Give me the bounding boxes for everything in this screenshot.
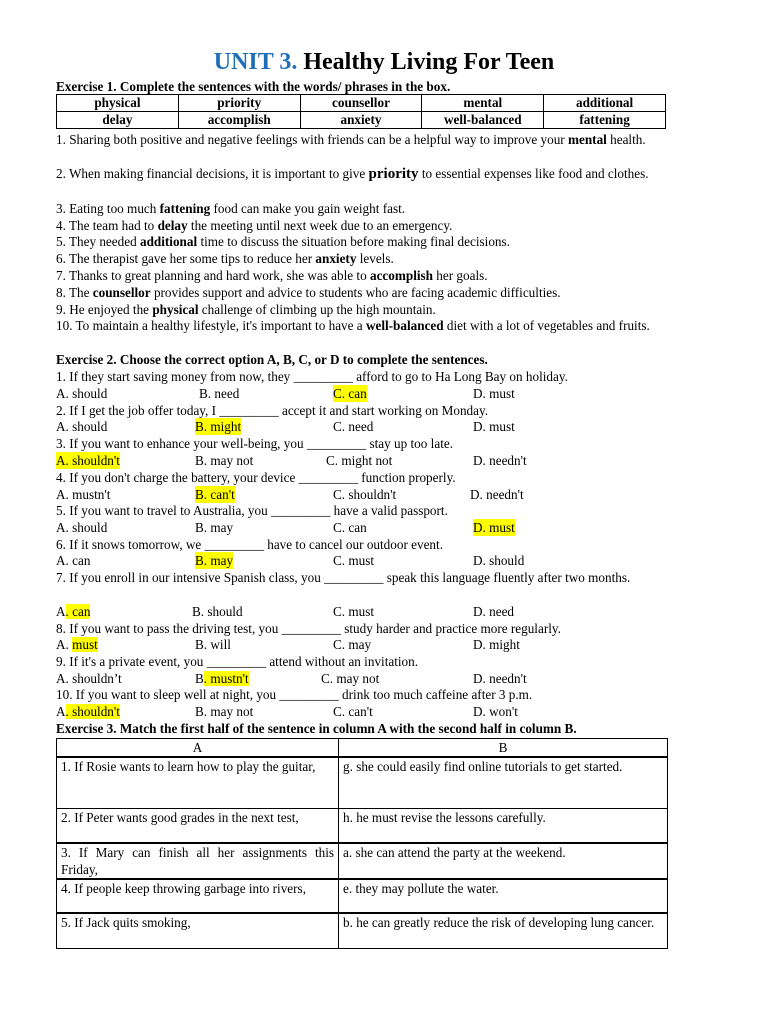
table-row (57, 879, 668, 913)
highlighted-answer: must (72, 637, 98, 652)
column-b-cell: g. she could easily find online tutorials to get started. (339, 757, 668, 808)
answer-options (56, 603, 736, 620)
option-b: B. may (195, 520, 234, 535)
option-a: A. mustn't (56, 487, 111, 502)
answer-word: physical (152, 302, 199, 317)
question-text: 8. If you want to pass the driving test, you _________ study harder and practice more regularly. (56, 621, 561, 636)
option-b: B. should (192, 604, 243, 619)
column-b-header: B (339, 739, 668, 758)
option-a: A. can (56, 553, 91, 568)
question-text: 9. If it's a private event, you _________ attend without an invitation. (56, 654, 419, 669)
option-c: C. can (333, 520, 367, 535)
option-a: A. should (56, 520, 108, 535)
exercise-1-sentence (56, 250, 728, 267)
option-letter: A (56, 704, 66, 719)
answer-word: additional (139, 234, 198, 249)
answer-word: mental (568, 132, 607, 147)
option-b (195, 670, 249, 687)
sentence-text: the meeting until next week due to an emergency. (187, 218, 453, 233)
word-box-cell: delay (57, 112, 179, 129)
answer-options (56, 486, 736, 503)
option-d: D. needn't (473, 671, 527, 686)
sentence-text: health. (606, 132, 646, 147)
sentence-text: diet with a lot of vegetables and fruits. (443, 318, 650, 333)
option-c: C. can't (333, 704, 373, 719)
table-row (57, 808, 668, 843)
sentence-text: food can make you gain weight fast. (210, 201, 406, 216)
sentence-text: 9. He enjoyed the (56, 302, 153, 317)
option-letter: A. (56, 637, 73, 652)
column-b-cell: h. he must revise the lessons carefully. (339, 808, 668, 843)
exercise-1-heading: Exercise 1. Complete the sentences with the words/ phrases in the box. (56, 79, 451, 94)
sentence-text: 2. When making financial decisions, it is important to give (56, 166, 369, 181)
sentence-text: 7. Thanks to great planning and hard work, she was able to (56, 268, 370, 283)
option-d: D. won't (473, 704, 518, 719)
column-a-cell: 5. If Jack quits smoking, (57, 913, 339, 948)
word-box-cell: additional (544, 95, 666, 112)
exercise-1-sentence (56, 267, 728, 284)
table-row (57, 913, 668, 948)
option-b: B. can't (195, 487, 235, 502)
option-letter: A (56, 604, 66, 619)
exercise-1-sentence (56, 200, 728, 217)
exercise-1-sentence (56, 217, 728, 234)
sentence-text: 5. They needed (56, 234, 140, 249)
column-b-cell: b. he can greatly reduce the risk of developing lung cancer. (339, 913, 668, 948)
sentence-text: levels. (356, 251, 394, 266)
option-d: D. needn't (473, 453, 527, 468)
question-text: 1. If they start saving money from now, they _________ afford to go to Ha Long Bay on holiday. (56, 369, 568, 384)
answer-word: delay (157, 218, 188, 233)
option-a (56, 603, 90, 620)
option-c: C. need (333, 419, 374, 434)
option-c: C. shouldn't (333, 487, 397, 502)
sentence-text: provides support and advice to students who are facing academic difficulties. (150, 285, 561, 300)
option-c: C. may not (321, 671, 380, 686)
question-text: 2. If I get the job offer today, I _________ accept it and start working on Monday. (56, 403, 489, 418)
sentence-text: to essential expenses like food and clothes. (418, 166, 649, 181)
option-b: B. may (195, 553, 234, 568)
exercise-1-sentence (56, 233, 728, 250)
column-a-header: A (57, 739, 339, 758)
sentence-text: time to discuss the situation before making final decisions. (197, 234, 510, 249)
answer-options (56, 703, 736, 720)
word-box-cell: accomplish (178, 112, 300, 129)
table-row (57, 757, 668, 808)
column-b-cell: a. she can attend the party at the weekend. (339, 843, 668, 879)
sentence-text: 6. The therapist gave her some tips to reduce her (56, 251, 316, 266)
exercise-2-heading: Exercise 2. Choose the correct option A, B, C, or D to complete the sentences. (56, 352, 488, 367)
exercise-3-heading: Exercise 3. Match the first half of the sentence in column A with the second half in column B. (56, 721, 577, 736)
column-a-cell: 2. If Peter wants good grades in the next test, (57, 808, 339, 843)
option-d: D. needn't (470, 487, 524, 502)
option-d: D. need (473, 604, 515, 619)
answer-options (56, 385, 736, 402)
option-a: A. should (56, 419, 108, 434)
option-letter: B (195, 671, 204, 686)
option-a (56, 636, 98, 653)
sentence-text: 4. The team had to (56, 218, 158, 233)
unit-title: Healthy Living For Teen (303, 49, 555, 75)
answer-word: priority (368, 166, 419, 182)
answer-options (56, 670, 736, 687)
option-d: D. must (473, 419, 515, 434)
option-c: C. might not (326, 453, 393, 468)
option-c: C. can (333, 386, 367, 401)
answer-options (56, 636, 736, 653)
answer-word: fattening (159, 201, 211, 216)
column-b-cell: e. they may pollute the water. (339, 879, 668, 913)
option-a (56, 703, 120, 720)
answer-options (56, 519, 736, 536)
sentence-text: her goals. (433, 268, 488, 283)
answer-word: accomplish (369, 268, 433, 283)
question-text: 7. If you enroll in our intensive Spanish class, you _________ speak this language fluently after two months. (56, 570, 631, 585)
option-b: B. may not (195, 453, 254, 468)
question-text: 10. If you want to sleep well at night, you _________ drink too much caffeine after 3 p.m. (56, 687, 533, 702)
highlighted-answer: . can (65, 604, 91, 619)
option-a: A. shouldn’t (56, 671, 122, 686)
option-c: C. must (333, 604, 375, 619)
option-a: A. shouldn't (56, 453, 120, 468)
option-d: D. should (473, 553, 525, 568)
exercise-1-sentence (56, 131, 728, 148)
question-text: 5. If you want to travel to Australia, you _________ have a valid passport. (56, 503, 448, 518)
option-c: C. must (333, 553, 375, 568)
option-b: B. might (195, 419, 242, 434)
option-b: B. will (195, 637, 231, 652)
option-d: D. must (473, 520, 515, 535)
answer-options (56, 418, 736, 435)
exercise-1-sentence (56, 301, 728, 318)
option-c: C. may (333, 637, 372, 652)
column-a-cell: 1. If Rosie wants to learn how to play the guitar, (57, 757, 339, 808)
question-text: 3. If you want to enhance your well-being, you _________ stay up too late. (56, 436, 454, 451)
question-text: 4. If you don't charge the battery, your device _________ function properly. (56, 470, 456, 485)
sentence-text: 3. Eating too much (56, 201, 160, 216)
option-b: B. may not (195, 704, 254, 719)
word-box-cell: physical (57, 95, 179, 112)
answer-options (56, 552, 736, 569)
matching-table (56, 738, 668, 949)
answer-options (56, 452, 736, 469)
word-box-cell: fattening (544, 112, 666, 129)
sentence-text: 1. Sharing both positive and negative feelings with friends can be a helpful way to improve your (56, 132, 568, 147)
option-a: A. should (56, 386, 108, 401)
exercise-1-sentence (56, 165, 728, 183)
exercise-1-sentence (56, 317, 728, 334)
answer-word: well-balanced (365, 318, 444, 333)
highlighted-answer: . mustn't (203, 671, 249, 686)
word-box-cell: counsellor (300, 95, 422, 112)
question-text: 6. If it snows tomorrow, we _________ have to cancel our outdoor event. (56, 537, 443, 552)
highlighted-answer: . shouldn't (65, 704, 120, 719)
sentence-text: challenge of climbing up the high mountain. (198, 302, 436, 317)
sentence-text: 8. The (56, 285, 93, 300)
sentence-text: 10. To maintain a healthy lifestyle, it's important to have a (56, 318, 366, 333)
unit-number: UNIT 3. (213, 49, 298, 75)
option-b: B. need (199, 386, 240, 401)
table-row (57, 843, 668, 879)
page-title (0, 47, 768, 77)
answer-word: counsellor (92, 285, 151, 300)
column-a-cell: 3. If Mary can finish all her assignments this Friday, (57, 843, 339, 879)
word-box (56, 94, 666, 129)
option-d: D. might (473, 637, 520, 652)
word-box-cell: anxiety (300, 112, 422, 129)
column-a-cell: 4. If people keep throwing garbage into rivers, (57, 879, 339, 913)
option-d: D. must (473, 386, 515, 401)
answer-word: anxiety (315, 251, 357, 266)
word-box-cell: priority (178, 95, 300, 112)
word-box-cell: mental (422, 95, 544, 112)
exercise-1-sentence (56, 284, 728, 301)
word-box-cell: well-balanced (422, 112, 544, 129)
